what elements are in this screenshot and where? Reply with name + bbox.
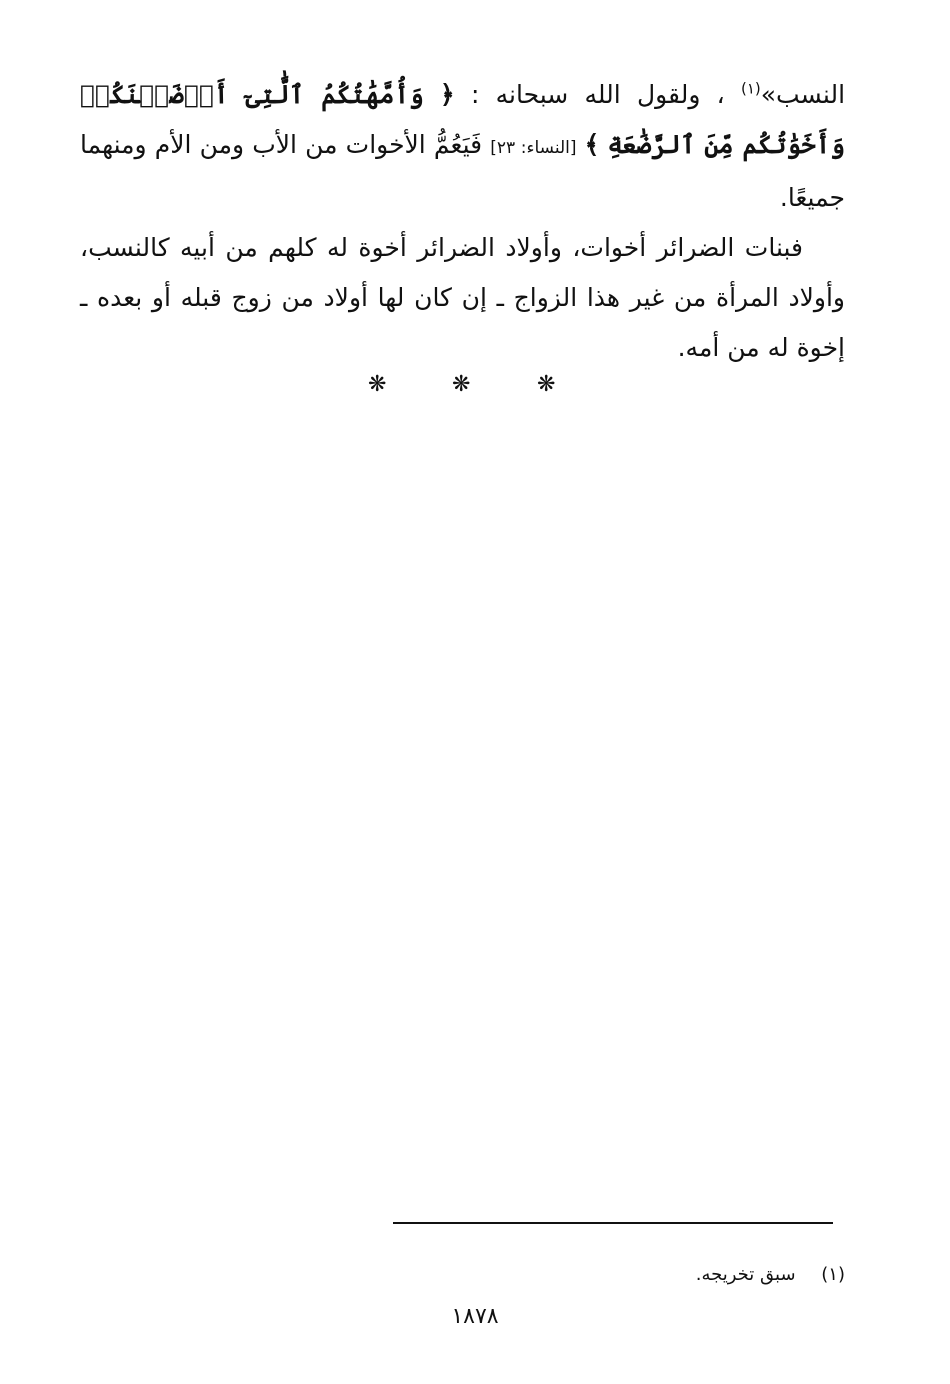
separator-star: ❋ [537, 372, 556, 397]
footnote-divider [393, 1222, 833, 1224]
quran-open-bracket: ﴿ [440, 80, 455, 109]
paragraph-1 [80, 70, 845, 223]
main-text [80, 70, 845, 373]
quran-verse: وَأُمَّهَٰتُكُمُ ٱلَّٰتِىٓ أَرۡضَعۡنَكُمۡ وَأَخَوَٰتُكُم مِّنَ ٱلرَّضَٰعَةِ [80, 80, 845, 159]
quran-reference: [النساء: ٢٣] [490, 138, 577, 158]
footnote-1 [696, 1262, 845, 1288]
footnote-marker: (١) [740, 79, 761, 98]
paragraph-1-connector: ، ولقول الله سبحانه : [470, 80, 725, 109]
paragraph-2: فبنات الضرائر أخوات، وأولاد الضرائر أخوة له كلهم من أبيه كالنسب، وأولاد المرأة من غير هذا الزواج ـ إن كان لها أولاد من زوج قبله أو بعده ـ إخوة له من أمه. [80, 233, 845, 362]
paragraph-1-rest: فَيَعُمُّ الأخوات من الأب ومن الأم ومنهما جميعًا. [80, 130, 845, 212]
section-separator [0, 370, 950, 400]
paragraph-1-lead: النسب» [760, 80, 846, 109]
separator-star: ❋ [452, 372, 471, 397]
page-number: ١٨٧٨ [451, 1304, 499, 1329]
footnote-number: (١) [821, 1264, 845, 1285]
footnote-text: سبق تخريجه. [695, 1264, 796, 1285]
separator-star: ❋ [368, 372, 387, 397]
quran-close-bracket: ﴾ [584, 130, 600, 159]
